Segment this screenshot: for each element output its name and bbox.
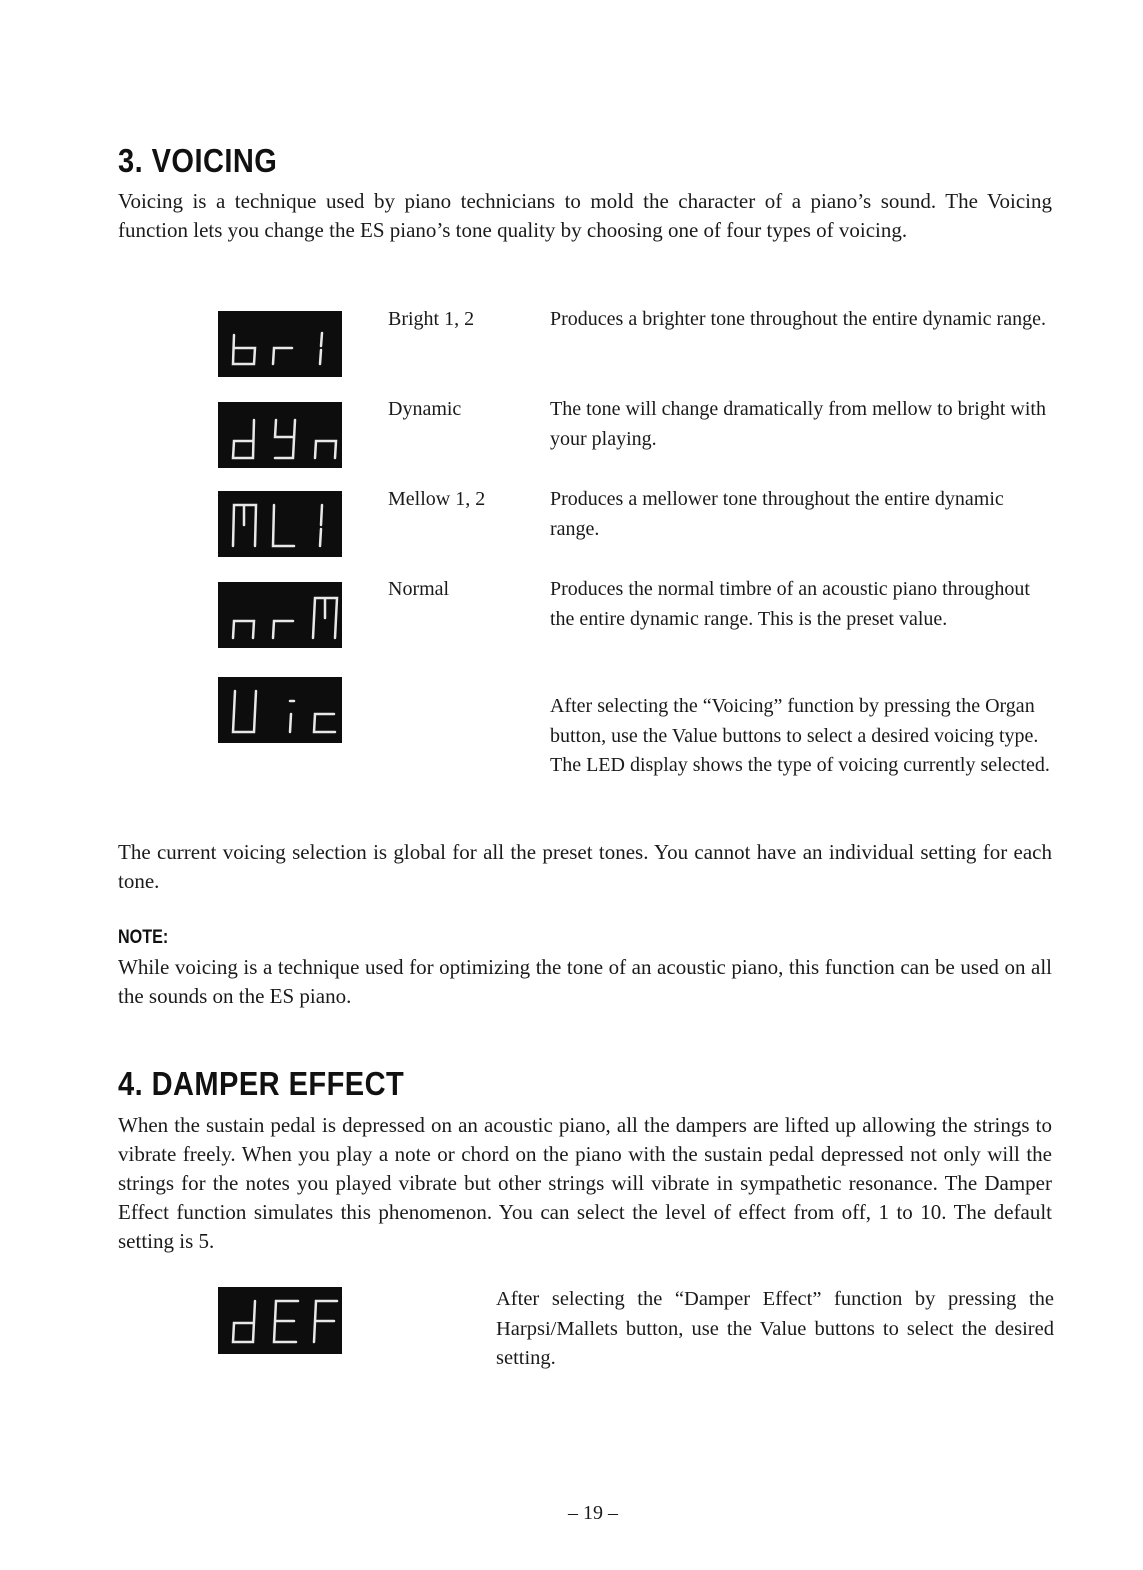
voicing-desc-dynamic: The tone will change dramatically from mellow to bright with your playing. [550,398,1046,450]
voicing-heading: 3. VOICING [118,142,278,179]
voicing-label-normal: Normal [388,578,450,600]
led-display-vic-icon [218,677,342,743]
led-display-nrm-icon [218,582,342,648]
damper-desc: After selecting the “Damper Effect” function by pressing the Harpsi/Mallets button, use the Value buttons to select the desired setting. [496,1288,1054,1369]
voicing-label-dynamic: Dynamic [388,398,462,420]
voicing-intro: Voicing is a technique used by piano technicians to mold the character of a piano’s sound. The Voicing function lets you change the ES piano’s tone quality by choosing one of four types of voicing. [118,189,1052,242]
note-heading: NOTE: [118,927,169,948]
damper-heading: 4. DAMPER EFFECT [118,1065,405,1102]
note-text: While voicing is a technique used for optimizing the tone of an acoustic piano, this function can be used on all the sounds on the ES piano. [118,955,1052,1008]
page-number: – 19 – [568,1502,618,1524]
voicing-desc-mellow: Produces a mellower tone throughout the entire dynamic range. [550,488,1004,540]
voicing-label-bright: Bright 1, 2 [388,308,475,330]
led-display-def-icon [218,1287,342,1354]
led-display-br1-icon [218,311,342,377]
voicing-global-note: The current voicing selection is global for all the preset tones. You cannot have an individual setting for each tone. [118,840,1052,893]
voicing-desc-bright: Produces a brighter tone throughout the entire dynamic range. [550,308,1046,330]
damper-intro: When the sustain pedal is depressed on an acoustic piano, all the dampers are lifted up allowing the strings to vibrate freely. When you play a note or chord on the piano with the sustain pedal depressed not only will the strings for the notes you played vibrate but other strings will vibrate in sympathetic resonance. The Damper Effect function simulates this phenomenon. You can select the level of effect from off, 1 to 10. The default setting is 5. [118,1113,1052,1253]
voicing-desc-normal: Produces the normal timbre of an acoustic piano throughout the entire dynamic range. This is the preset value. [550,578,1030,630]
voicing-desc-selection: After selecting the “Voicing” function by pressing the Organ button, use the Value buttons to select a desired voicing type. The LED display shows the type of voicing currently selected. [550,695,1050,776]
led-display-ml1-icon [218,491,342,557]
voicing-label-mellow: Mellow 1, 2 [388,488,486,510]
led-display-dyn-icon [218,402,342,468]
